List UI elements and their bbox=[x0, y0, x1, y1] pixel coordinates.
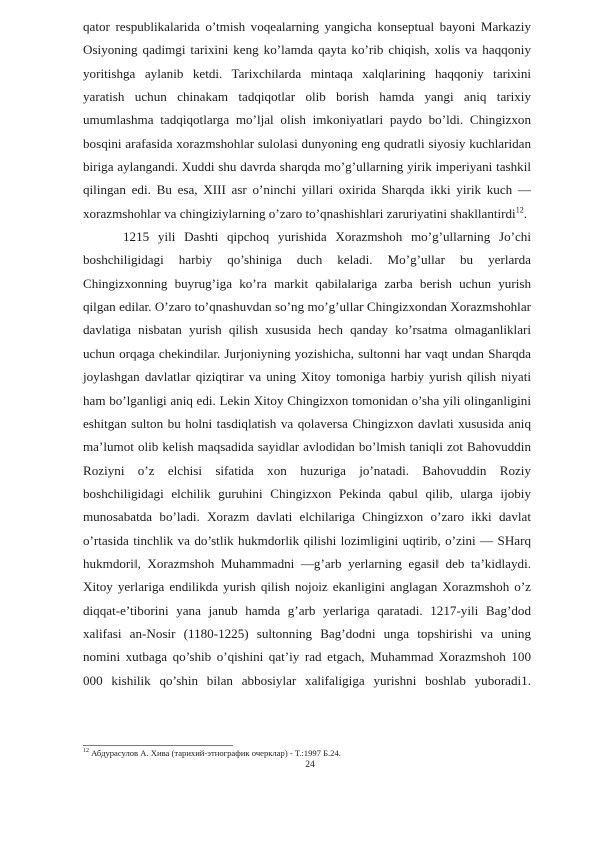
footnote-text: Абдурасулов А. Хива (тарихий-этнографик очерклар) - Т.:1997 Б.24. bbox=[89, 748, 341, 758]
body-text bbox=[83, 15, 531, 692]
paragraph-1 bbox=[83, 15, 531, 225]
paragraph-1-tail: . bbox=[523, 205, 527, 221]
page-number: 24 bbox=[305, 759, 315, 770]
footnote bbox=[83, 747, 531, 759]
footnote-reference[interactable]: 12 bbox=[515, 205, 524, 215]
paragraph-1-text: qator respublikalarida o’tmish voqealarning yangicha konseptual bayoni Markaziy Osiyoning qadimgi tarixini keng ko’lamda qayta ko’rib chiqish, xolis va haqqoniy yoritishga aylanib ketdi. Tarixchilarda mintaqa xalqlarining haqqoniy tarixini yaratish uchun chinakam tadqiqotlar olib borish hamda yangi aniq tarixiy umumlashma tadqiqotlarga mo’ljal olish imkoniyatlari paydo bo’ldi. Chingizxon bosqini arafasida xorazmshohlar sulolasi dunyoning eng qudratli siyosiy kuchlaridan biriga aylangandi. Xuddi shu davrda sharqda mo’g’ullarning yirik imperiyani tashkil qilingan edi. Bu esa, XIII asr o’ninchi yillari oxirida Sharqda ikki yirik kuch — xorazmshohlar va chingiziylarning o’zaro to’qnashishlari zaruriyatini shakllantirdi bbox=[83, 19, 531, 221]
footnote-separator bbox=[83, 745, 233, 746]
footnote-marker: 12 bbox=[83, 748, 89, 755]
paragraph-2: 1215 yili Dashti qipchoq yurishida Xorazmshoh mo’g’ullarning Jo’chi boshchiligidagi harbiy qo’shiniga duch keladi. Mo’g’ullar bu yerlarda Chingizxonning buyrug’iga ko’ra markit qabilalariga zarba berish uchun yurish qilgan edilar. O’zaro to’qnashuvdan so’ng mo’g’ullar Chingizxondan Xorazmshohlar davlatiga nisbatan yurish qilish xususida hech qanday ko’rsatma olmaganliklari uchun orqaga chekindilar. Jurjoniyning yozishicha, sultonni har vaqt undan Sharqda joylashgan davlatlar qiziqtirar va uning Xitoy tomoniga harbiy yurish qilish niyati ham bo’lganligi aniq edi. Lekin Xitoy Chingizxon tomonidan o’sha yili olinganligini eshitgan sulton bu holni tasdiqlatish va qolaversa Chingizxon davlati xususida aniq ma’lumot olib kelish maqsadida sayidlar avlodidan bo’lmish taniqli zot Bahovuddin Roziyni o’z elchisi sifatida xon huzuriga jo’natadi. Bahovuddin Roziy boshchiligidagi elchilik guruhini Chingizxon Pekinda qabul qilib, ularga ijobiy munosabatda bo’ladi. Xorazm davlati elchilariga Chingizxon o’zaro ikki davlat o’rtasida tinchlik va do’stlik hukmdorlik qilishi lozimligini uqtirib, o’zini — SHarq hukmdori‖, Xorazmshoh Muhammadni —g’arb yerlarning egasi‖ deb ta’kidlaydi. Xitoy yerlariga endilikda yurish qilish nojoiz ekanligini anglagan Xorazmshoh o’z diqqat-e’tiborini yana janub hamda g’arb yerlariga qaratadi. 1217-yili Bag’dod xalifasi an-Nosir (1180-1225) sultonning Bag’dodni unga topshirishi va uning nomini xutbaga qo’shib o’qishini qat’iy rad etgach, Muhammad Xorazmshoh 100 000 kishilik qo’shin bilan abbosiylar xalifaligiga yurishni boshlab yuboradi1. bbox=[83, 229, 531, 688]
